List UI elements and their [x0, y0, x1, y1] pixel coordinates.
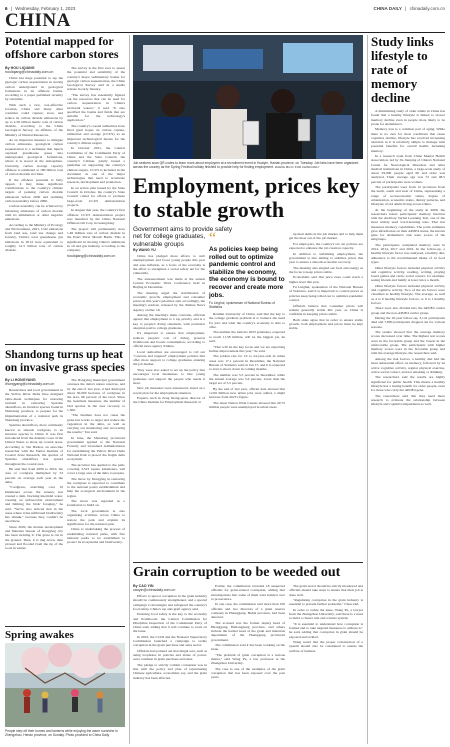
paragraph: In 2022, the CCDI and the National Supervisory Commission launched a campaign to tackle corruption in the grain purchase and sales sector.	[133, 634, 207, 648]
grain-story	[133, 565, 363, 681]
shandong-byline: By LI HONGYANG	[5, 378, 36, 382]
paragraph: Local authorities are encouraged to roll out "concrete and targeted" employment policies that offer more support to college graduates entering the job market.	[133, 349, 205, 367]
paragraph: Among the meeting's main concerns, officials agreed that employment is a top priority and is a key to people's living standards, with particular attention paid to college graduates.	[133, 313, 205, 330]
paragraph: Officials believe that consumer prices will remain generally stable this year, as China is confident in keeping prices stable.	[289, 303, 363, 317]
paragraph: The project will permanently store 1.46 million tons of carbon dioxide in the Pearl River Mouth Basin. This is significant in moving China's ambitions in oil and gas industry, according to the company.	[67, 226, 125, 253]
paragraph: The local government is also organizing activities across China to restore the park and explain its significance for the national park.	[67, 509, 125, 526]
paragraph: In August that year, the country's first offshore CCUS demonstration project was launched by the China National Offshore Oil Corp in Guangdong.	[67, 208, 125, 226]
spring-photo	[5, 643, 125, 727]
paragraph: China has huge potential to tap the geologic carbon sequestration in storing carbon underground in geological formations in its offshore basins, according to a paper published recently by scientists.	[5, 76, 63, 102]
paragraph: The move was regarded as a foundation to build on.	[67, 499, 125, 508]
paragraph: Both sides agree that in order to ensure stable growth, both employment and prices must be kept stable.	[289, 317, 363, 331]
paragraph: Wang noted that the proper construction of a system should also be considered to ensure the welfare of farmers.	[289, 640, 363, 653]
paragraph: Fu Linghui, spokesman of the National Bureau of Statistics, said it is important to control prices as policies keep being rolled out to optimize pandemic control.	[289, 285, 363, 302]
paragraph: The pledge to strictly combat corruption was in line with the policy and plan of rejuvenating Chinese agriculture, economists say, and the grain industry has been affected.	[133, 662, 207, 680]
carbon-body-col1	[5, 76, 63, 252]
paragraph: The survey is the first ever to assess the potential and suitability of the country's major sedimentary basins for geologic carbon sequestration, the China Geological Survey said in a media release in early January.	[67, 66, 125, 92]
pullquote-attrib: Fu Linghui, spokesman of National Bureau of Statistics	[209, 301, 275, 310]
paragraph: Earlier, the commission revealed 18 suspected officials for grain-related corruption, adding that investigations into some of them were handed over to prosecutors.	[211, 584, 285, 601]
paragraph: The number the nation's 2023 graduates, expected to reach 11.58 million, will be the biggest yet, he said.	[209, 330, 285, 343]
paragraph: New job measures were announced, based on a recent plan for the employment situation.	[133, 386, 205, 395]
spring-photo-image	[5, 643, 125, 727]
employment-deck: Government aims to provide safety net for college graduates, vulnerable groups	[133, 226, 233, 248]
paragraph: The latest Nation Wide Census showed that 29.75 million people were unemployed in urban areas.	[209, 400, 285, 409]
paragraph: The move by Dongying in removing the cordgrass is expected to contribute to the national park's establishment and help the ecological environment in the region.	[67, 476, 125, 498]
paragraph: "That will be the key focus and we are expecting further improvement this year," he said.	[209, 344, 285, 353]
paragraph: "The survey has essentially figured out the resources that can be used for carbon sequestration in China's territorial waters," it said. "It also specified the basins and fields that are suitable for the technology's application."	[67, 92, 125, 123]
newspaper-page	[5, 4, 445, 744]
paragraph: Ensuring food safety is the key to the economy and livelihoods, the Central Commission for Discipline Inspection of the Communist Party of China said, adding that it will continue to work on the issue.	[133, 612, 207, 634]
masthead: 6 | Wednesday, February 1, 2023 CHINA DAILY | chinadaily.com.cn	[5, 5, 445, 11]
grain-headline[interactable]: Grain corruption to be weeded out	[133, 565, 341, 580]
pullquote: As policies keep being rolled out to optimize pandemic control and stabilize the economy, the economy is bound to recover and create more jobs.	[209, 246, 285, 299]
shandong-body-col1	[5, 388, 63, 550]
paragraph: Experts, such as Zeng Xiang-quan, director of the China Institute for Employment Research at	[133, 396, 205, 405]
spring-photo-block	[5, 629, 125, 737]
divider	[133, 562, 363, 563]
paragraph: The jobless rate for 16 to 24-year-olds in urban areas was 17.1 percent in December, the National Bureau of Statistics said on Jan 17, and it is expected to start to move down in coming months.	[209, 354, 285, 372]
paragraph: Other lifestyle factors included physical activity and cognitive activity, reading, writing, playing board games and cards; social contact, for example, seeing friends and family at least twice a month.	[371, 265, 445, 283]
carbon-byline: By HOU LIQIANG	[5, 66, 35, 70]
paragraph: "Cordgrass, stretching over 10 kilometers across the estuary, has created a dam, blocking intertidal water, creating an unfavorable environment and limiting the birds' foraging," he said. "We've also noticed that in the areas where it has infiltrated biodiversity has shrunk," because they couldn't be used there.	[5, 485, 64, 524]
employment-col1	[133, 248, 205, 406]
paragraph: The case is one of the examples of the grain corruption that has been exposed over the past years.	[211, 666, 285, 680]
paragraph: During the 10-year follow-up, 3,141 participants died and 7,800 participants dropped out for various reasons.	[371, 316, 445, 329]
paragraph: He said that from 2000 to 2019, the area of cordgrass multiplied by 53 percent on average each year in the delta.	[5, 467, 63, 484]
employment-col3	[289, 232, 363, 332]
memory-headline[interactable]: Study links lifestyle to rate of memory decline	[371, 34, 434, 105]
section-header	[5, 12, 445, 33]
photo-credit: ZHANG MUJI / FOR CHINA DAILY	[274, 165, 320, 169]
caption-text: Job seekers scan QR codes to learn more about employers at a recruitment event in Huaiyin, Hainan province, on Tuesday. Job fairs have been organized across the country as the Spring Festival holiday finished to provide help for finding employment.	[133, 161, 359, 169]
shandong-headline[interactable]: Shandong turns up heat on invasive grass species	[5, 349, 125, 374]
paragraph: They were also asked to set up the policy that encourages local businesses to hire young graduates and support the people who needs it most.	[133, 368, 205, 385]
paragraph: There were also divided into the APOE4 carrier group and the non-APOE4 carrier group.	[371, 306, 445, 315]
paragraph: "The Institute does not cause the grass but works to target and reduce the vegetation in the delta, as well as carrying out monitoring and recovering the results," Tan said.	[67, 413, 125, 435]
carbon-headline[interactable]: Potential mapped for offshore carbon stores	[5, 34, 119, 61]
spring-caption: People step off their homes and lanterns while enjoying the warm sunshine in Zhengzhou, Henan province, on Sunday. Photo provided to China Daily	[5, 728, 118, 737]
paragraph: The meeting urged the stabilization of economic growth, employment and consumer prices in this year's priorities and, accordingly, the meeting's readout, released by the Xinhua News Agency on Dec 16.	[133, 290, 205, 312]
grain-byline: By CAO YIN	[133, 584, 154, 588]
paragraph: China is undertaking the process of establishing national parks, with five national parks to be established to protect its ecosystems and biodiversity.	[67, 527, 125, 545]
paragraph: Among the risk factors, a healthy diet had the most substantial effect on memory, followed by an active cognitive activity, regular physical exercise, active social contact, and not smoking or drinking.	[371, 357, 445, 374]
paragraph: The participants were from 12 provinces from the north, south and west of China, representing a range of socioeconomic status, degree of urbanization, economic status, dietary patterns, and lifestyles of old adults living across China.	[371, 185, 445, 207]
job-fair-photo	[133, 35, 363, 159]
paragraph: The country's coastal authorities have fired great hopes on carbon capture, utilization and storage (CCUS) as an important technological means for the country's climate targets.	[67, 123, 125, 145]
paragraph: Renmin University of China, said that the key to the college graduate problem is to balance the need for jobs and what the country's economy is able to offer.	[209, 312, 285, 329]
carbon-story	[5, 35, 125, 258]
paragraph: The accused was the former deputy head of Huanggang, Heilongjiang province, and others include the former head of the grain and materials department of the Huanggang provincial government.	[211, 620, 285, 642]
paragraph: The Dongying municipal government oversees the delta's nature reserves, and by the end of last year, it had destroyed about 50,000 hectares of cordgrass in the area, 96 percent of the total. Since the treatment measures, the number of bird species in the area recovery to 1,300.	[67, 378, 125, 412]
paragraph: The province has applied to the park, covering 3,523 square kilometers, will cover a large area of the delta to prepare.	[67, 462, 125, 476]
paragraph: The researchers said that they need more research to evaluate the relationship between lifestyle and cognitive impairment as well.	[371, 393, 445, 407]
paragraph: For employers, the country's tax cut policies are expected to enhance the job creation capacity.	[289, 241, 363, 251]
paragraph: Carbon neutrality can be achieved by balancing emissions of carbon dioxide with its elimination or other negative emissions.	[5, 204, 63, 222]
divider	[5, 344, 125, 345]
paragraph: Economists said that price rises could reach a higher level this year.	[289, 275, 363, 284]
paragraph: The meeting also singled out food and energy as the focus to keep prices stable.	[289, 265, 363, 274]
divider	[5, 626, 125, 627]
paragraph: The grain sector should be strictly monitored and officials should take steps to ensure that their job is done well.	[289, 584, 363, 597]
paragraph: In addition to stabilizing employment, the government is also aiming to stabilize prices this year to ensure a smooth economic recovery.	[289, 251, 363, 265]
paragraph: In June, the Shandong provincial government applied to the National Forestry and Grassland Administration for establishing the Yellow River Delta National Park to protect the fragile delta ecosystem.	[67, 435, 125, 462]
paragraph: A diminishing study of older adults in China has found that a healthy lifestyle is linked to slower memory decline even in people more likely to be prone for Alzheimer's.	[371, 109, 445, 126]
shandong-byline-email[interactable]: lihongyang@chinadaily.com.cn	[5, 382, 55, 386]
paragraph: With such a vast, cost-effective location, China and many other countries could capture, store, and reduce its carbon dioxide emissions by up to 2.58 trillion metric tons of carbon dioxide, according to the China Geological Survey, an affiliate of the Ministry of Natural Resources.	[5, 102, 63, 137]
paragraph: Since 2020, the marine development and fisheries bureau of Dongying city has been tackling it. The grass is cut in the ground. Then, it is dug down, then plowed and flooded from the tip of the roots in winter.	[5, 524, 63, 551]
employment-story	[133, 174, 363, 222]
paragraph: Memory loss is a common part of aging. While there is no cure for most conditions that cause cognitive decline, lifestyle has received increasing attention as it is relatively simple to manage with potential benefits for overall health, including memory.	[371, 127, 445, 153]
paragraph: In a research team from China Mental Health Association, led by Jia Jianping of China's National Center for Neurological Disorders and other medical institutions in China, a large-scale study of about 29,000 people aged 60 and older was analyzed. Their average age was 72 and 48.5 percent of participants were women.	[371, 154, 445, 184]
paragraph: The number was 5.5 percent in December, while the annual average was 5.6 percent, lower than the target set of 5.5 percent.	[209, 372, 285, 386]
paragraph: The researchers said the results are highly significant for public health. This means a healthy lifestyle has a lasting benefit for older people, even for those who carry the APOE4 gene.	[371, 375, 445, 393]
paragraph: Other lifestyle factors included physical activity and cognitive activity. Two of the six factors were classified as healthy lifestyle. The average, as well as 4 to 6 healthy lifestyle factors; or 0 to 1 healthy factors.	[371, 283, 445, 305]
memory-story	[371, 35, 445, 408]
paragraph: The results showed that the average memory scores decreased over time. The highest test scores were in the favorable group and the lowest in the unfavorable group. The participants with higher memory scores were in the favorable group and with the average lifestyle, the researchers said.	[371, 330, 445, 356]
paragraph: up their skills in the job market and to help them get the most out of the job market.	[289, 232, 363, 241]
employment-col2	[209, 232, 285, 410]
paragraph: At the beginning of the study in 2009, the researchers tested participants' memory function with the Auditory Verbal Learning Test, one of the most widely used word-learning tests. That test measures memory capabilities. The point estimates gave information on their APOE4 status, the known gene for Alzheimer's risk were scores of the subgroups.	[371, 207, 445, 242]
website: chinadaily.com.cn	[409, 5, 445, 11]
paragraph: According to the Ministry of Ecology and Environment, 2021, CO2 emissions from land use, land use change and forestry, China's total greenhouse gas emissions in 2014 were equivalent to roughly 12.3 billion tons of carbon dioxide.	[5, 222, 63, 253]
issue-date: Wednesday, February 1, 2023	[15, 5, 76, 11]
paragraph: China has pledged more efforts to curb unemployment and boost young people this year and ease inflation, as a focus of the economy is the effort to strengthen a social safety net for the vulnerable.	[133, 254, 205, 275]
paragraph: Officials had pointed out that illegal acts, such as using loopholes in policies and abuse of power, were common in grain purchase and sales.	[133, 648, 207, 662]
carbon-body-col2	[67, 66, 125, 252]
paragraph: In October 2021, the Central Committee of the Communist Party of China and the State Council, the country's Cabinet, jointly issued a guideline on supporting the country's climate targets. CCUS is included in the document as one of the major technologies that need to accelerate research, development and promotion.	[67, 146, 125, 185]
employment-byline: By WANG YU	[133, 248, 156, 252]
paragraph: The announcement was made at the annual Central Economic Work Conference held in Beijing in December.	[133, 276, 205, 290]
paragraph: "Regulating corruption in the grain industry is essential to prevent further problems," Chen said.	[289, 598, 363, 607]
paragraph: "The problem of grain corruption is a serious matter," said Wang Yu, a law professor at the Zhengzhou University.	[211, 652, 285, 666]
spring-headline[interactable]: Spring awakes	[5, 629, 74, 641]
paragraph: The participants completed memory tests in 2012, 2014, 2017 and 2019. In the follow-up, a healthy lifestyle factor was analyzed, a healthy diet, adherence to the recommended intake of 12 food types.	[371, 242, 445, 264]
paragraph: As an important measure to mitigate carbon emissions, geological carbon sequestration is a technique that injects captured greenhouse gases into underground geological formations, where it is stored in the atmosphere. Currently, carbon storage capacity offshore is estimated at 180 billion tons of carbon dioxide in China.	[5, 138, 63, 177]
top-photo-caption	[133, 161, 363, 169]
paragraph: In one case, the commission said more than 100 officials and two directors of a grain reserve company in Huanggang, Hubei province, had been detected.	[211, 602, 285, 620]
shandong-body-col2	[67, 378, 125, 544]
top-photo	[133, 35, 363, 159]
shandong-story	[5, 349, 125, 552]
paragraph: Efforts to uproot corruption in the grain industry should be continuously strengthened, and a special campaign to investigate and safeguard the country's food safety, China's top anti-graft agency said.	[133, 594, 207, 611]
paragraph: By the end of last year, official data showed that 12.06 million new urban jobs were added, a slight increase from 2021's figure.	[209, 386, 285, 400]
paragraph: In order to tackle the issue, Wang Yu, a lawyer from the Zhengzhou University, said there is a need to build a clearer rule and a better system.	[289, 607, 363, 621]
column-rule	[129, 35, 130, 744]
column-rule	[367, 35, 368, 744]
paper-name: CHINA DAILY	[373, 5, 402, 11]
paragraph: If the offshore potential is fully tapped, it may make significant contributions to the country's climate targets of peaking carbon dioxide emissions before 2030 and realizing carbon neutrality before 2060.	[5, 177, 63, 203]
employment-headline[interactable]: Employment, prices key to stable growth	[133, 173, 360, 222]
paragraph: It's important to ensure that employment, reduces people's cost of living, protects livelihoods and boosts consumption, according to official news agency Xinhua.	[133, 331, 205, 349]
page-number: 6	[5, 5, 8, 11]
paragraph: "It is essential to understand how corruption is formed and to take targeted measures to address it," he said, adding that corruption in grain should be exposed and tackled.	[289, 621, 363, 639]
paragraph: Researchers and local governments in the Yellow River Delta have designed tailor-made techniques for restoring wetland in removing Spartina alterniflora, an invasive species found in Shandong province, to prepare for the implementation of a national park in Shandong province.	[5, 388, 63, 422]
grain-byline-email[interactable]: caoyin@chinadaily.com.cn	[133, 588, 176, 592]
quote-mark-icon: “	[209, 230, 217, 247]
carbon-footer-email[interactable]: houliqiang@chinadaily.com.cn	[67, 253, 116, 258]
paragraph: The commission said it has been working on the issue.	[211, 643, 285, 652]
carbon-byline-email[interactable]: houliqiang@chinadaily.com.cn	[5, 70, 54, 74]
paragraph: Spartina alterniflora, more commonly known as smooth cordgrass, is an invasive species to China. It was first introduced from the Atlantic coast of the United States to shore up coastal areas. According to Tan Baohai, an associate researcher with the Yantai Institute of Coastal Zone Research, the species of Spartina alterniflora has spread throughout the coastal area.	[5, 423, 63, 466]
paragraph: In an action plan issued by the State Council in October, the country's State Council called for efforts to promote large-scale CCUS demonstration projects.	[67, 185, 125, 207]
section-title: CHINA	[5, 10, 71, 31]
